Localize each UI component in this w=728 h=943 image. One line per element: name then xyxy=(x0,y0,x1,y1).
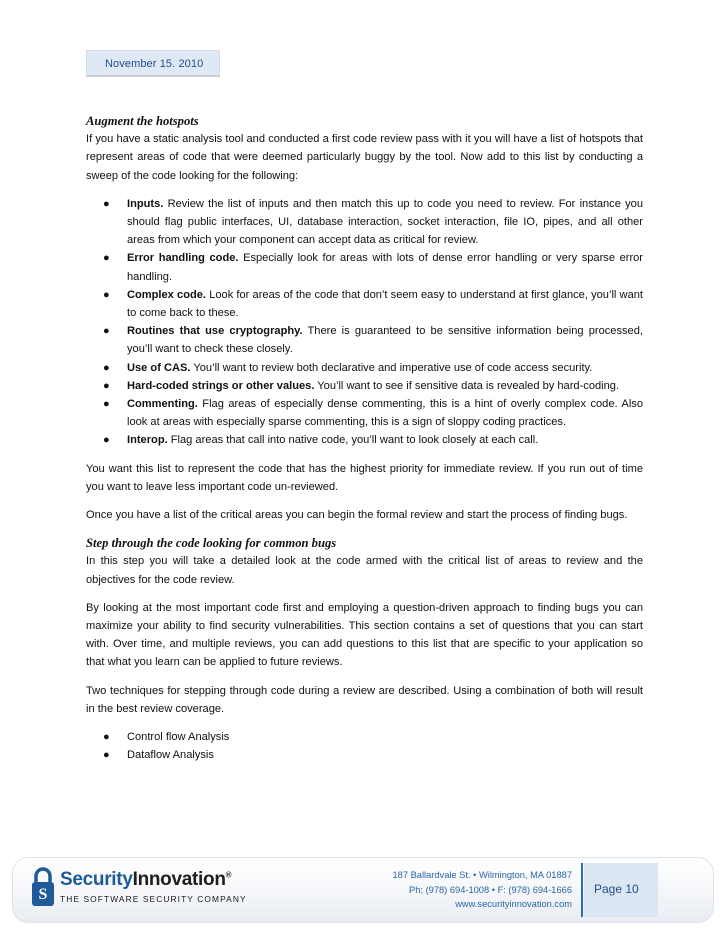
footer-website[interactable]: www.securityinnovation.com xyxy=(455,899,572,909)
page-content xyxy=(86,112,643,765)
page-number: Page 10 xyxy=(594,882,639,896)
svg-text:S: S xyxy=(38,886,48,903)
list-item: ● Control flow Analysis xyxy=(86,728,643,746)
bullet-icon: ● xyxy=(103,325,110,338)
bullet-icon: ● xyxy=(103,434,110,447)
techniques-list xyxy=(86,728,643,764)
hotspot-list xyxy=(86,195,643,450)
lock-icon xyxy=(30,866,56,908)
page-number-box xyxy=(584,863,658,917)
bullet-icon: ● xyxy=(103,731,110,744)
list-item: ● Error handling code. Especially look for areas with lots of dense error handling or very sparse error handling. xyxy=(86,249,643,285)
question-driven-paragraph: By looking at the most important code first and employing a question-driven approach to finding bugs you can maximize your ability to find security vulnerabilities. This section contains a set of questions that you can start with. Over time, and multiple reviews, you can add questions to this list that are specific to your application so that what you learn can be applied to future reviews. xyxy=(86,601,643,669)
page-footer xyxy=(0,849,728,943)
header-date-box xyxy=(86,50,220,77)
list-item: ● Inputs. Review the list of inputs and then match this up to code you need to review. For instance you should flag public interfaces, UI, database interaction, socket interaction, file IO, pipes, and all other areas from which your component can accept data as critical for review. xyxy=(86,195,643,250)
list-item: ● Commenting. Flag areas of especially dense commenting, this is a hint of overly complex code. Also look at areas with especially sparse commenting, this is a sign of sloppy coding practices. xyxy=(86,395,643,431)
heading-augment-hotspots: Augment the hotspots xyxy=(86,114,199,128)
bullet-icon: ● xyxy=(103,197,110,210)
step-intro-paragraph: In this step you will take a detailed look at the code armed with the critical list of areas to review and the objectives for the code review. xyxy=(86,555,643,586)
logo-tagline: THE SOFTWARE SECURITY COMPANY xyxy=(60,894,247,904)
bullet-icon: ● xyxy=(103,398,110,411)
footer-address: 187 Ballardvale St. • Wilmington, MA 01887 xyxy=(392,870,572,880)
techniques-paragraph: Two techniques for stepping through code during a review are described. Using a combination of both will result in the best review coverage. xyxy=(86,684,643,715)
bullet-icon: ● xyxy=(103,288,110,301)
list-item: ● Interop. Flag areas that call into native code, you’ll want to look closely at each call. xyxy=(86,431,643,449)
logo-wordmark: SecurityInnovation® xyxy=(60,869,232,890)
footer-phone: Ph: (978) 694-1008 • F: (978) 694-1666 xyxy=(409,884,572,895)
critical-areas-paragraph: Once you have a list of the critical areas you can begin the formal review and start the process of finding bugs. xyxy=(86,509,628,522)
bullet-icon: ● xyxy=(103,361,110,374)
heading-step-through-code: Step through the code looking for common bugs xyxy=(86,536,337,551)
bullet-icon: ● xyxy=(103,749,110,762)
list-item: ● Routines that use cryptography. There is guaranteed to be sensitive information being processed, you’ll want to check these closely. xyxy=(86,322,643,358)
list-item: ● Dataflow Analysis xyxy=(86,746,643,764)
list-item: ● Complex code. Look for areas of the code that don’t seem easy to understand at first glance, you’ll want to come back to these. xyxy=(86,286,643,322)
list-item: ● Use of CAS. You’ll want to review both declarative and imperative use of code access security. xyxy=(86,359,643,377)
bullet-icon: ● xyxy=(103,252,110,265)
priority-paragraph: You want this list to represent the code that has the highest priority for immediate review. If you run out of time you want to leave less important code un-reviewed. xyxy=(86,462,643,493)
intro-paragraph: If you have a static analysis tool and conducted a first code review pass with it you will have a list of hotspots that represent areas of code that were deemed particularly buggy by the tool. Now add to this list by conducting a sweep of the code looking for the following: xyxy=(86,133,643,182)
footer-contact xyxy=(360,868,572,912)
bullet-icon: ● xyxy=(103,379,110,392)
header-date: November 15. 2010 xyxy=(105,58,204,70)
footer-divider xyxy=(581,863,583,917)
list-item: ● Hard-coded strings or other values. You’ll want to see if sensitive data is revealed by hard-coding. xyxy=(86,377,643,395)
